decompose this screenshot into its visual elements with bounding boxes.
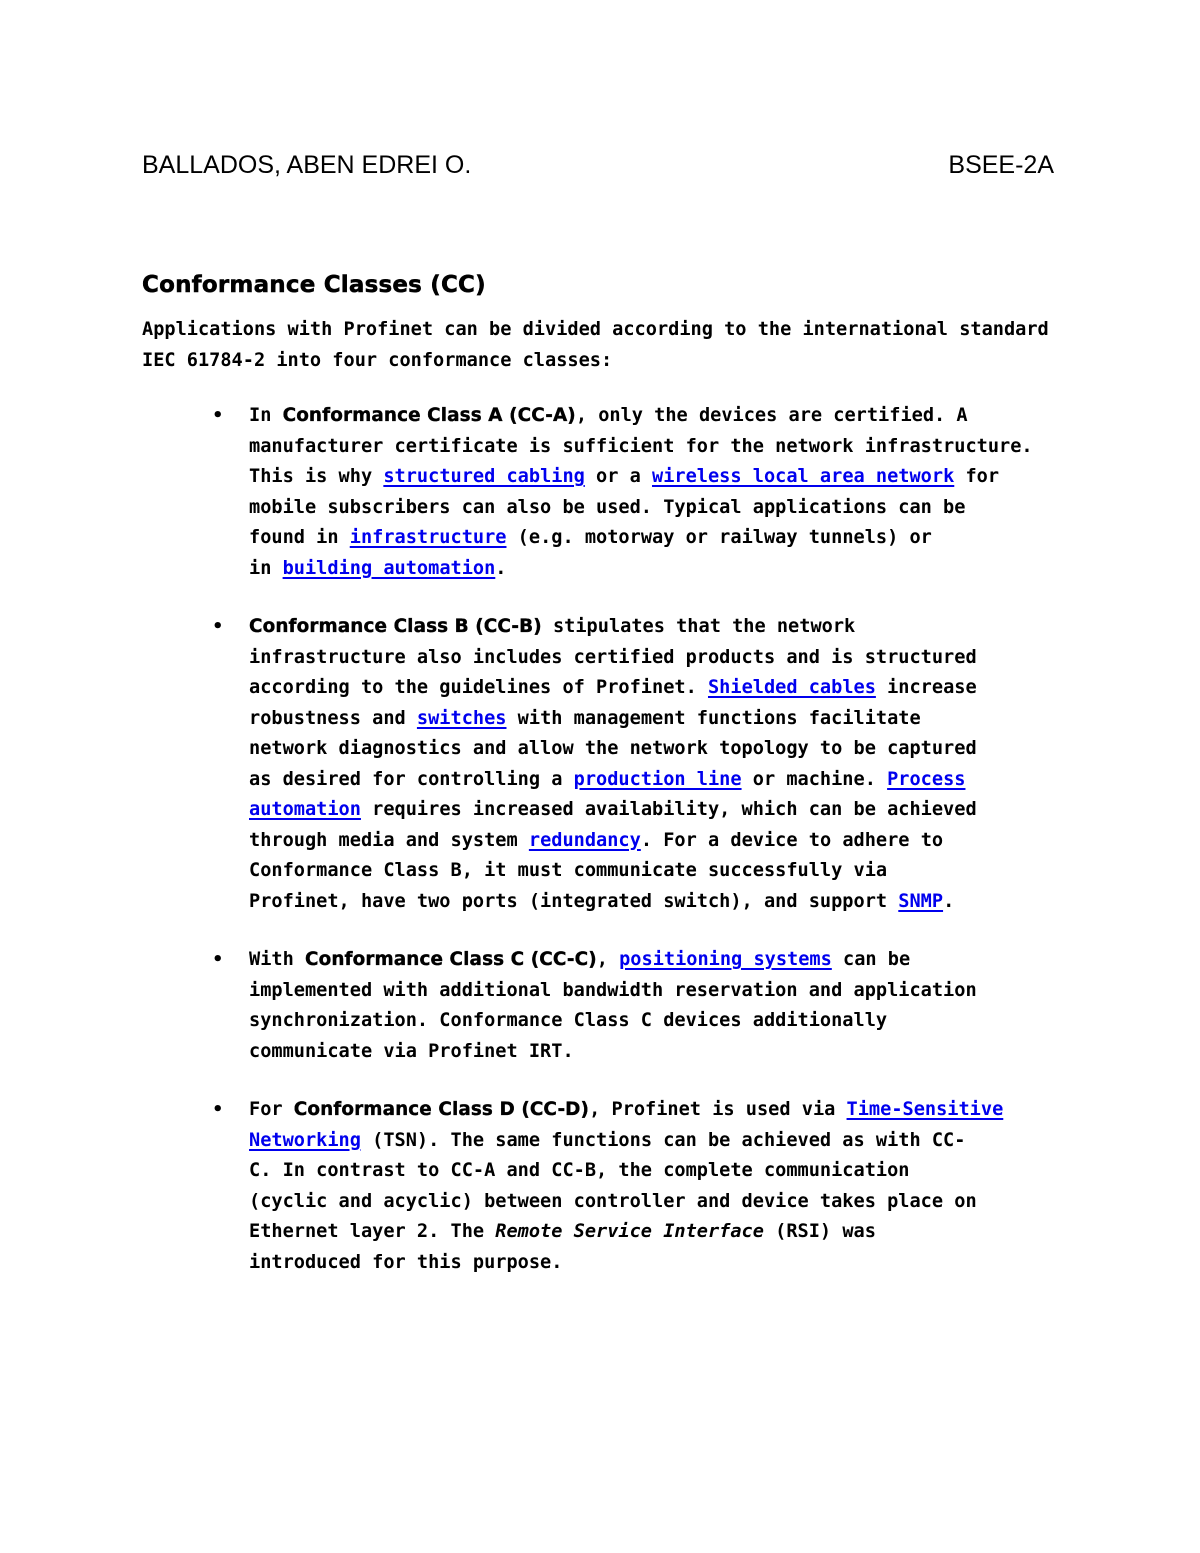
text: according to the guidelines of Profinet. — [249, 677, 708, 698]
page-title: Conformance Classes (CC) — [142, 272, 486, 298]
text-line — [249, 795, 1062, 826]
text-line — [249, 826, 1062, 857]
text-line — [249, 765, 1062, 796]
building-automation-link[interactable]: building automation — [282, 557, 496, 579]
text: or machine. — [741, 768, 888, 790]
intro-line: Applications with Profinet can be divided according to the international standard — [142, 319, 1049, 340]
class-d-term: Conformance Class D (CC-D) — [293, 1099, 590, 1120]
list-item-class-a — [142, 401, 1062, 584]
text: requires increased availability, which can be achieved — [360, 799, 977, 820]
text-line: implemented with additional bandwidth reservation and application — [249, 979, 977, 1001]
redundancy-link[interactable]: redundancy — [528, 829, 641, 851]
text-line: introduced for this purpose. — [249, 1251, 563, 1273]
bullet-icon: • — [212, 616, 224, 637]
student-section: BSEE-2A — [948, 151, 1054, 179]
class-c-term: Conformance Class C (CC-C) — [304, 949, 597, 970]
bullet-icon: • — [212, 949, 224, 970]
text: (e.g. motorway or railway tunnels) or — [506, 527, 932, 548]
text-line: manufacturer certificate is sufficient for the network infrastructure. — [249, 435, 1033, 457]
text-line — [249, 401, 1062, 432]
text: . — [495, 557, 507, 579]
shielded-cables-link[interactable]: Shielded cables — [707, 677, 876, 698]
switches-link[interactable]: switches — [416, 707, 507, 729]
text: This is why — [249, 466, 384, 487]
infrastructure-link[interactable]: infrastructure — [349, 527, 507, 548]
text-line — [249, 1095, 1062, 1126]
text-line: infrastructure also includes certified products and is structured — [249, 646, 977, 668]
text: in — [249, 557, 283, 579]
text-line — [249, 945, 1062, 976]
text: increase — [875, 677, 977, 698]
text-line: C. In contrast to CC-A and CC-B, the complete communication — [249, 1160, 910, 1181]
wireless-lan-link[interactable]: wireless local area network — [652, 466, 955, 487]
text-line — [249, 523, 1062, 554]
tsn-link[interactable]: Time-Sensitive — [846, 1099, 1004, 1120]
text-line: network diagnostics and allow the network topology to be captured — [249, 738, 977, 759]
text-line — [249, 704, 1062, 735]
text: with management functions facilitate — [506, 707, 921, 729]
text: In — [249, 405, 283, 426]
intro-paragraph — [142, 315, 1062, 376]
text: . For a device to adhere to — [640, 829, 944, 851]
text-line: mobile subscribers can also be used. Typical applications can be — [249, 496, 966, 518]
text-line: (cyclic and acyclic) between controller and device takes place on — [249, 1190, 977, 1212]
text: . — [943, 890, 955, 912]
tsn-link[interactable]: Networking — [249, 1129, 361, 1151]
text: for — [954, 466, 1000, 487]
text-line — [249, 612, 1062, 643]
text-line — [249, 1126, 1062, 1157]
text: , Profinet is used via — [589, 1099, 847, 1120]
text-line — [249, 673, 1062, 704]
class-b-term: Conformance Class B (CC-B) — [249, 616, 542, 637]
class-a-term: Conformance Class A (CC-A) — [282, 405, 576, 426]
text: (RSI) was — [763, 1221, 876, 1242]
structured-cabling-link[interactable]: structured cabling — [383, 466, 585, 487]
document-header — [142, 148, 1054, 182]
process-automation-link[interactable]: automation — [249, 799, 361, 820]
text: Profinet, have two ports (integrated switch), and support — [249, 890, 899, 912]
text: (TSN). The same functions can be achieved as with CC- — [360, 1129, 966, 1151]
text-line: Conformance Class B, it must communicate successfully via — [249, 860, 888, 881]
list-item-class-c — [142, 945, 1062, 1067]
bullet-icon: • — [212, 405, 224, 426]
text: With — [249, 949, 305, 970]
text: robustness and — [249, 707, 417, 729]
bullet-icon: • — [212, 1099, 224, 1120]
text-line — [249, 554, 1062, 585]
snmp-link[interactable]: SNMP — [898, 890, 944, 912]
text-line — [249, 1217, 1062, 1248]
list-item-class-d — [142, 1095, 1062, 1278]
text-line — [249, 462, 1062, 493]
text: Ethernet layer 2. The — [249, 1221, 496, 1242]
conformance-class-list — [142, 401, 1062, 1278]
text-line — [249, 887, 1062, 918]
process-automation-link[interactable]: Process — [887, 768, 966, 790]
list-item-class-b — [142, 612, 1062, 917]
text-line: communicate via Profinet IRT. — [249, 1040, 574, 1062]
text: through media and system — [249, 829, 529, 851]
text: , — [596, 949, 620, 970]
text: For — [249, 1099, 294, 1120]
text-line: synchronization. Conformance Class C devices additionally — [249, 1010, 888, 1031]
production-line-link[interactable]: production line — [573, 768, 742, 790]
student-name: BALLADOS, ABEN EDREI O. — [142, 151, 472, 179]
text: or a — [584, 466, 653, 487]
text: , only the devices are certified. A — [575, 405, 968, 426]
rsi-term: Remote Service Interface — [495, 1221, 764, 1242]
text: stipulates that the network — [541, 616, 856, 637]
text: as desired for controlling a — [249, 768, 574, 790]
text: can be — [831, 949, 911, 970]
positioning-systems-link[interactable]: positioning systems — [619, 949, 832, 970]
intro-line: IEC 61784-2 into four conformance classes: — [142, 349, 613, 371]
text: found in — [249, 527, 350, 548]
